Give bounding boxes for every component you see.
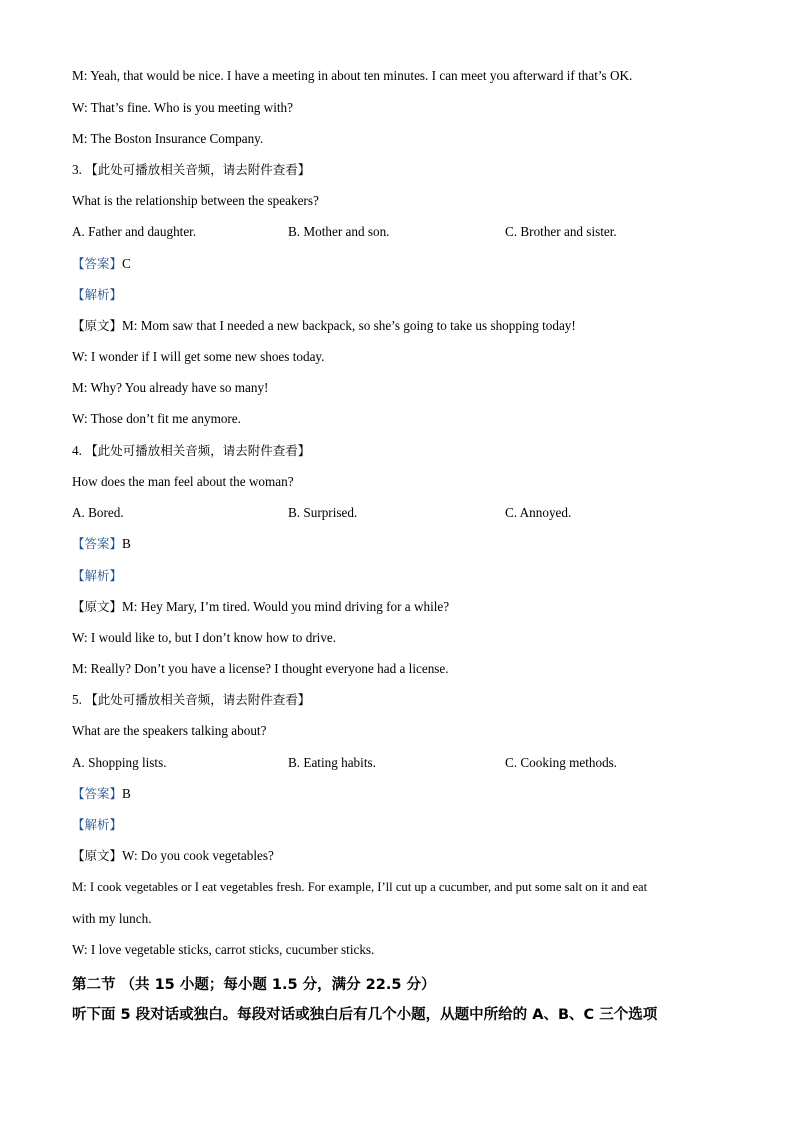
transcript-line: with my lunch. [72,911,152,926]
transcript-line: M: I cook vegetables or I eat vegetables fresh. For example, I’ll cut up a cucumber, and put some salt on it and eat [72,880,648,894]
analysis-label: 【解析】 [72,568,123,583]
question-number: 5. [72,692,82,707]
dialog-line: W: That’s fine. Who is you meeting with? [72,100,293,115]
question-5-header [72,692,310,708]
question-text: How does the man feel about the woman? [72,474,294,489]
question-text: What are the speakers talking about? [72,723,267,738]
transcript-line: W: I would like to, but I don’t know how to drive. [72,630,337,645]
option-c: C. Brother and sister. [505,224,617,239]
dialog-line: M: Yeah, that would be nice. I have a meeting in about ten minutes. I can meet you afterward if that’s OK. [72,68,633,83]
options-row [72,224,732,240]
option-a: A. Bored. [72,505,124,520]
original-label: 【原文】 [72,599,123,614]
question-number: 4. [72,443,82,458]
analysis-label: 【解析】 [72,817,123,832]
transcript-first-line [72,318,576,334]
option-c: C. Cooking methods. [505,755,618,770]
transcript-first-line [72,848,274,864]
transcript-text: W: Do you cook vegetables? [122,848,274,863]
answer-value: B [122,786,131,801]
audio-prompt[interactable]: 【此处可播放相关音频，请去附件查看】 [85,443,311,458]
transcript-line: M: Why? You already have so many! [72,380,269,395]
section-instruction: 听下面 5 段对话或独白。每段对话或独白后有几个小题，从题中所给的 A、B、C 三个选项 [72,1007,658,1023]
section-title: 第二节 （共 15 小题；每小题 1.5 分，满分 22.5 分） [72,977,436,993]
option-b: B. Surprised. [288,505,358,520]
analysis-line [72,568,122,584]
answer-value: C [122,256,131,271]
answer-label: 【答案】 [72,256,123,271]
analysis-label: 【解析】 [72,287,123,302]
dialog-line: M: The Boston Insurance Company. [72,131,264,146]
question-3-header [72,162,310,178]
question-number: 3. [72,162,82,177]
analysis-line [72,287,122,303]
transcript-first-line [72,599,449,615]
answer-label: 【答案】 [72,536,123,551]
option-a: A. Shopping lists. [72,755,167,770]
original-label: 【原文】 [72,848,123,863]
option-a: A. Father and daughter. [72,224,197,239]
transcript-line: M: Really? Don’t you have a license? I thought everyone had a license. [72,661,449,676]
question-4-header [72,443,310,459]
transcript-text: M: Mom saw that I needed a new backpack, so she’s going to take us shopping today! [122,318,576,333]
audio-prompt[interactable]: 【此处可播放相关音频，请去附件查看】 [85,162,311,177]
answer-value: B [122,536,131,551]
option-b: B. Mother and son. [288,224,390,239]
transcript-line: W: Those don’t fit me anymore. [72,411,241,426]
transcript-text: M: Hey Mary, I’m tired. Would you mind driving for a while? [122,599,450,614]
option-b: B. Eating habits. [288,755,376,770]
options-row [72,505,732,521]
original-label: 【原文】 [72,318,123,333]
answer-label: 【答案】 [72,786,123,801]
answer-line [72,536,131,552]
answer-line [72,256,131,272]
option-c: C. Annoyed. [505,505,572,520]
transcript-line: W: I wonder if I will get some new shoes today. [72,349,325,364]
audio-prompt[interactable]: 【此处可播放相关音频，请去附件查看】 [85,692,311,707]
question-text: What is the relationship between the speakers? [72,193,319,208]
analysis-line [72,817,122,833]
options-row [72,755,732,771]
answer-line [72,786,131,802]
transcript-line: W: I love vegetable sticks, carrot sticks, cucumber sticks. [72,942,375,957]
